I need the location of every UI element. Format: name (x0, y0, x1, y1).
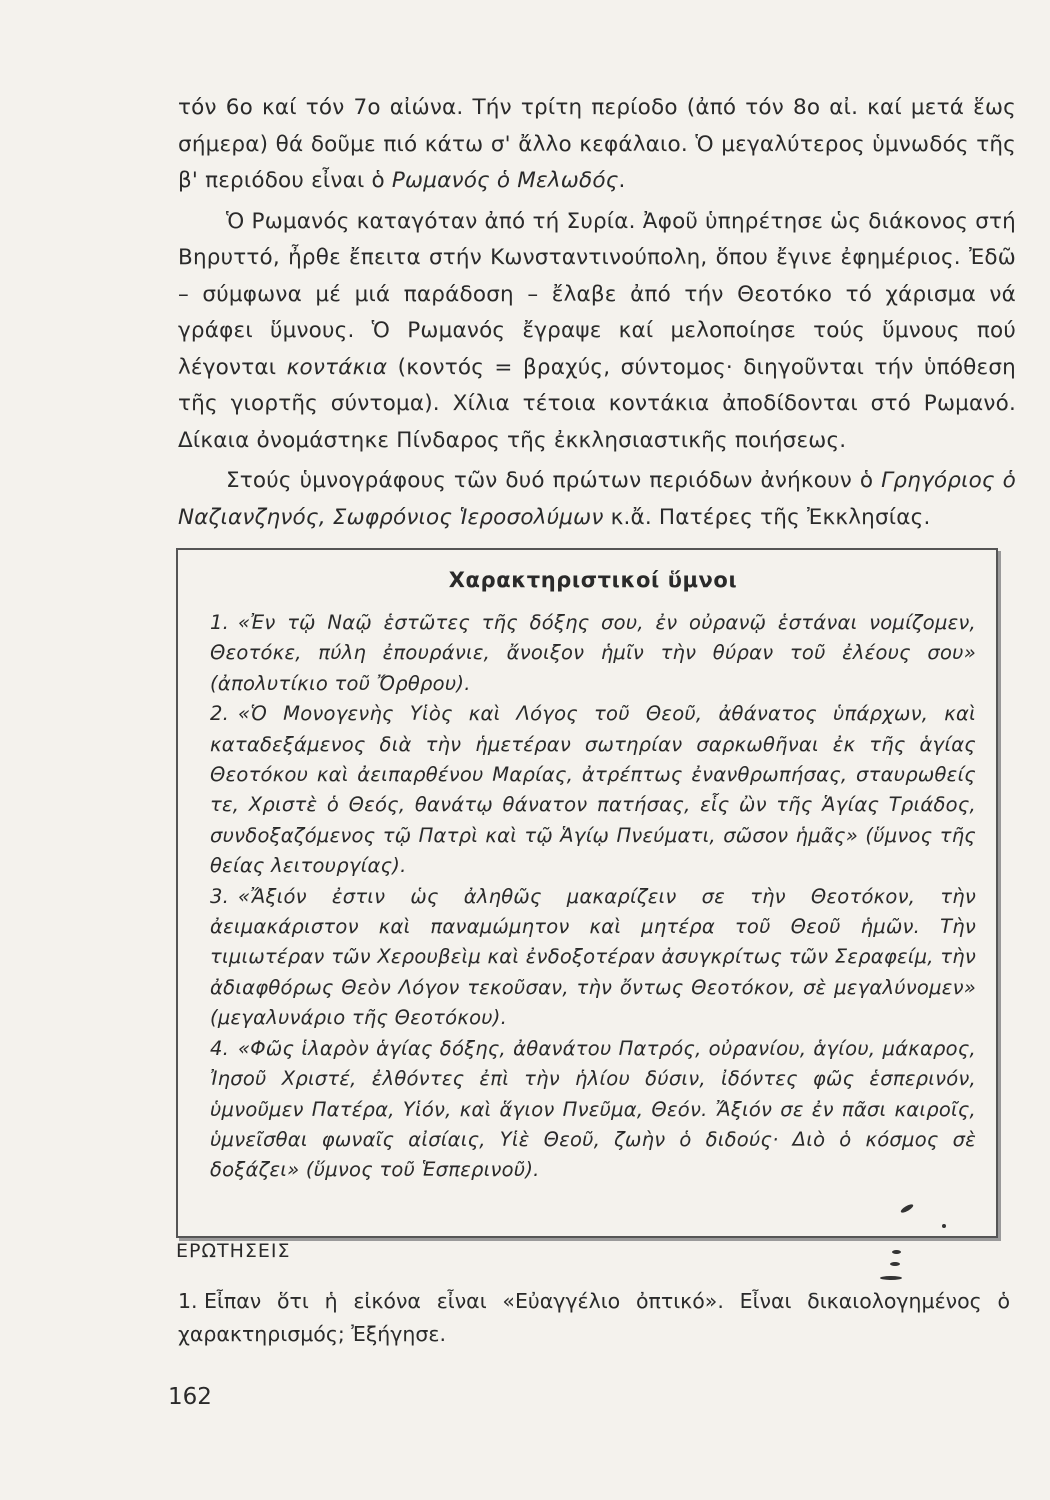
paragraph-text: κ.ἄ. Πατέρες τῆς Ἐκκλησίας. (603, 504, 931, 530)
hymn-text: «Ὁ Μονογενὴς Υἱὸς καὶ Λόγος τοῦ Θεοῦ, ἀθάνατος ὑπάρχων, καὶ καταδεξάμενος διὰ τὴν ἡμετέραν σωτηρίαν σαρκωθῆναι ἐκ τῆς ἁγίας Θεοτόκου καὶ ἀειπαρθένου Μαρίας, ἀτρέπτως ἐνανθρωπήσας, σταυρωθείς τε, Χριστὲ ὁ Θεός, θανάτῳ θάνατον πατήσας, εἷς ὢν τῆς Ἁγίας Τριάδος, συνδοξαζόμενος τῷ Πατρὶ καὶ τῷ Ἁγίῳ Πνεύματι, σῶσον ἡμᾶς» (210, 702, 976, 847)
italic-term: κοντάκια (286, 354, 388, 380)
hymn-source: (ἀπολυτίκιο τοῦ Ὄρθρου). (210, 671, 471, 695)
question-number: 1. (178, 1289, 198, 1313)
hymn-text: «Ἄξιόν ἐστιν ὡς ἀληθῶς μακαρίζειν σε τὴν Θεοτόκον, τὴν ἀειμακάριστον καὶ παναμώμητον καὶ μητέρα τοῦ Θεοῦ ἡμῶν. Τὴν τιμιωτέραν τῶν Χερουβεὶμ καὶ ἐνδοξοτέραν ἀσυγκρίτως τῶν Σεραφείμ, τὴν ἀδιαφθόρως Θεὸν Λόγον τεκοῦσαν, τὴν ὄντως Θεοτόκον, σὲ μεγαλύνομεν» (210, 884, 976, 999)
italic-names: Γρηγόριος ὁ Ναζιανζηνός, Σωφρόνιος Ἱεροσολύμων (178, 468, 1016, 530)
ink-blot (890, 1262, 900, 1266)
hymn-number: 3. (210, 884, 230, 908)
hymns-box-title: Χαρακτηριστικοί ὕμνοι (448, 568, 738, 592)
question-text: Εἶπαν ὅτι ἡ εἰκόνα εἶναι «Εὐαγγέλιο ὀπτικό». Εἶναι δικαιολογημένος ὁ χαρακτηρισμός; Ἐξήγησε. (178, 1289, 1010, 1346)
ink-blot (892, 1250, 901, 1254)
hymn-source: (ὕμνος τοῦ Ἑσπερινοῦ). (305, 1158, 540, 1182)
hymn-number: 2. (210, 702, 230, 726)
italic-name: Ρωμανός ὁ Μελωδός (391, 168, 619, 193)
intro-text (178, 90, 1016, 536)
hymn-text: «Φῶς ἱλαρὸν ἁγίας δόξης, ἀθανάτου Πατρός, οὐρανίου, ἁγίου, μάκαρος, Ἰησοῦ Χριστέ, ἐλθόντες ἐπὶ τὴν ἡλίου δύσιν, ἰδόντες φῶς ἑσπερινόν, ὑμνοῦμεν Πατέρα, Υἱόν, καὶ ἅγιον Πνεῦμα, Θεόν. Ἄξιόν σε ἐν πᾶσι καιροῖς, ὑμνεῖσθαι φωναῖς αἰσίαις, Υἱὲ Θεοῦ, ζωὴν ὁ διδούς· Διὸ ὁ κόσμος σὲ δοξάζει» (210, 1036, 976, 1182)
paragraph-text: τόν 6ο καί τόν 7ο αἰώνα. Τήν τρίτη περίοδο (ἀπό τόν 8ο αἰ. καί μετά ἕως σήμερα) θά δοῦμε πιό κάτω σ' ἄλλο κεφάλαιο. Ὁ μεγαλύτερος ὑμνωδός τῆς β' περιόδου εἶναι ὁ (178, 95, 1016, 193)
intro-paragraph-2 (178, 204, 1016, 460)
hymn-item-1 (210, 608, 976, 699)
hymn-text: «Ἐν τῷ Ναῷ ἑστῶτες τῆς δόξης σου, ἐν οὐρανῷ ἑστάναι νομίζομεν, Θεοτόκε, πύλη ἐπουράνιε, ἄνοιξον ἡμῖν τὴν θύραν τοῦ ἐλέους σου» (210, 611, 976, 665)
page-number: 162 (168, 1384, 212, 1410)
hymn-number: 4. (210, 1036, 230, 1060)
hymn-number: 1. (210, 611, 230, 634)
ink-blot (880, 1276, 902, 1280)
paragraph-text: . (618, 168, 626, 193)
question-item-1 (178, 1285, 1010, 1351)
paragraph-text: (κοντός = βραχύς, σύντομος· διηγοῦνται τήν ὑπόθεση τῆς γιορτῆς σύντομα). Χίλια τέτοια κοντάκια ἀποδίδονται στό Ρωμανό. Δίκαια ὀνομάστηκε Πίνδαρος τῆς ἐκκλησιαστικῆς ποιήσεως. (178, 354, 1017, 453)
hymn-list (210, 608, 976, 1186)
hymn-source: (μεγαλυνάριο τῆς Θεοτόκου). (210, 1006, 508, 1030)
paragraph-text: Στούς ὑμνογράφους τῶν δυό πρώτων περιόδων ἀνήκουν ὁ (226, 468, 882, 493)
paragraph-text: Ὁ Ρωμανός καταγόταν ἀπό τή Συρία. Ἀφοῦ ὑπηρέτησε ὡς διάκονος στή Βηρυττό, ἦρθε ἔπειτα στήν Κωνσταντινούπολη, ὅπου ἔγινε ἐφημέριος. Ἐδῶ – σύμφωνα μέ μιά παράδοση – ἔλαβε ἀπό τήν Θεοτόκο τό χάρισμα νά γράφει ὕμνους. Ὁ Ρωμανός ἔγραψε καί μελοποίησε τούς ὕμνους πού λέγονται (178, 208, 1016, 380)
hymn-item-4 (210, 1034, 976, 1186)
hymn-source: (ὕμνος τῆς θείας λειτουργίας). (210, 823, 976, 878)
questions-heading: ΕΡΩΤΗΣΕΙΣ (176, 1240, 291, 1262)
ink-blot (942, 1224, 946, 1228)
hymn-item-3 (210, 882, 976, 1034)
hymns-box (176, 548, 998, 1238)
hymn-item-2 (210, 699, 976, 881)
intro-paragraph-1 (178, 90, 1016, 200)
intro-paragraph-3 (178, 463, 1016, 536)
